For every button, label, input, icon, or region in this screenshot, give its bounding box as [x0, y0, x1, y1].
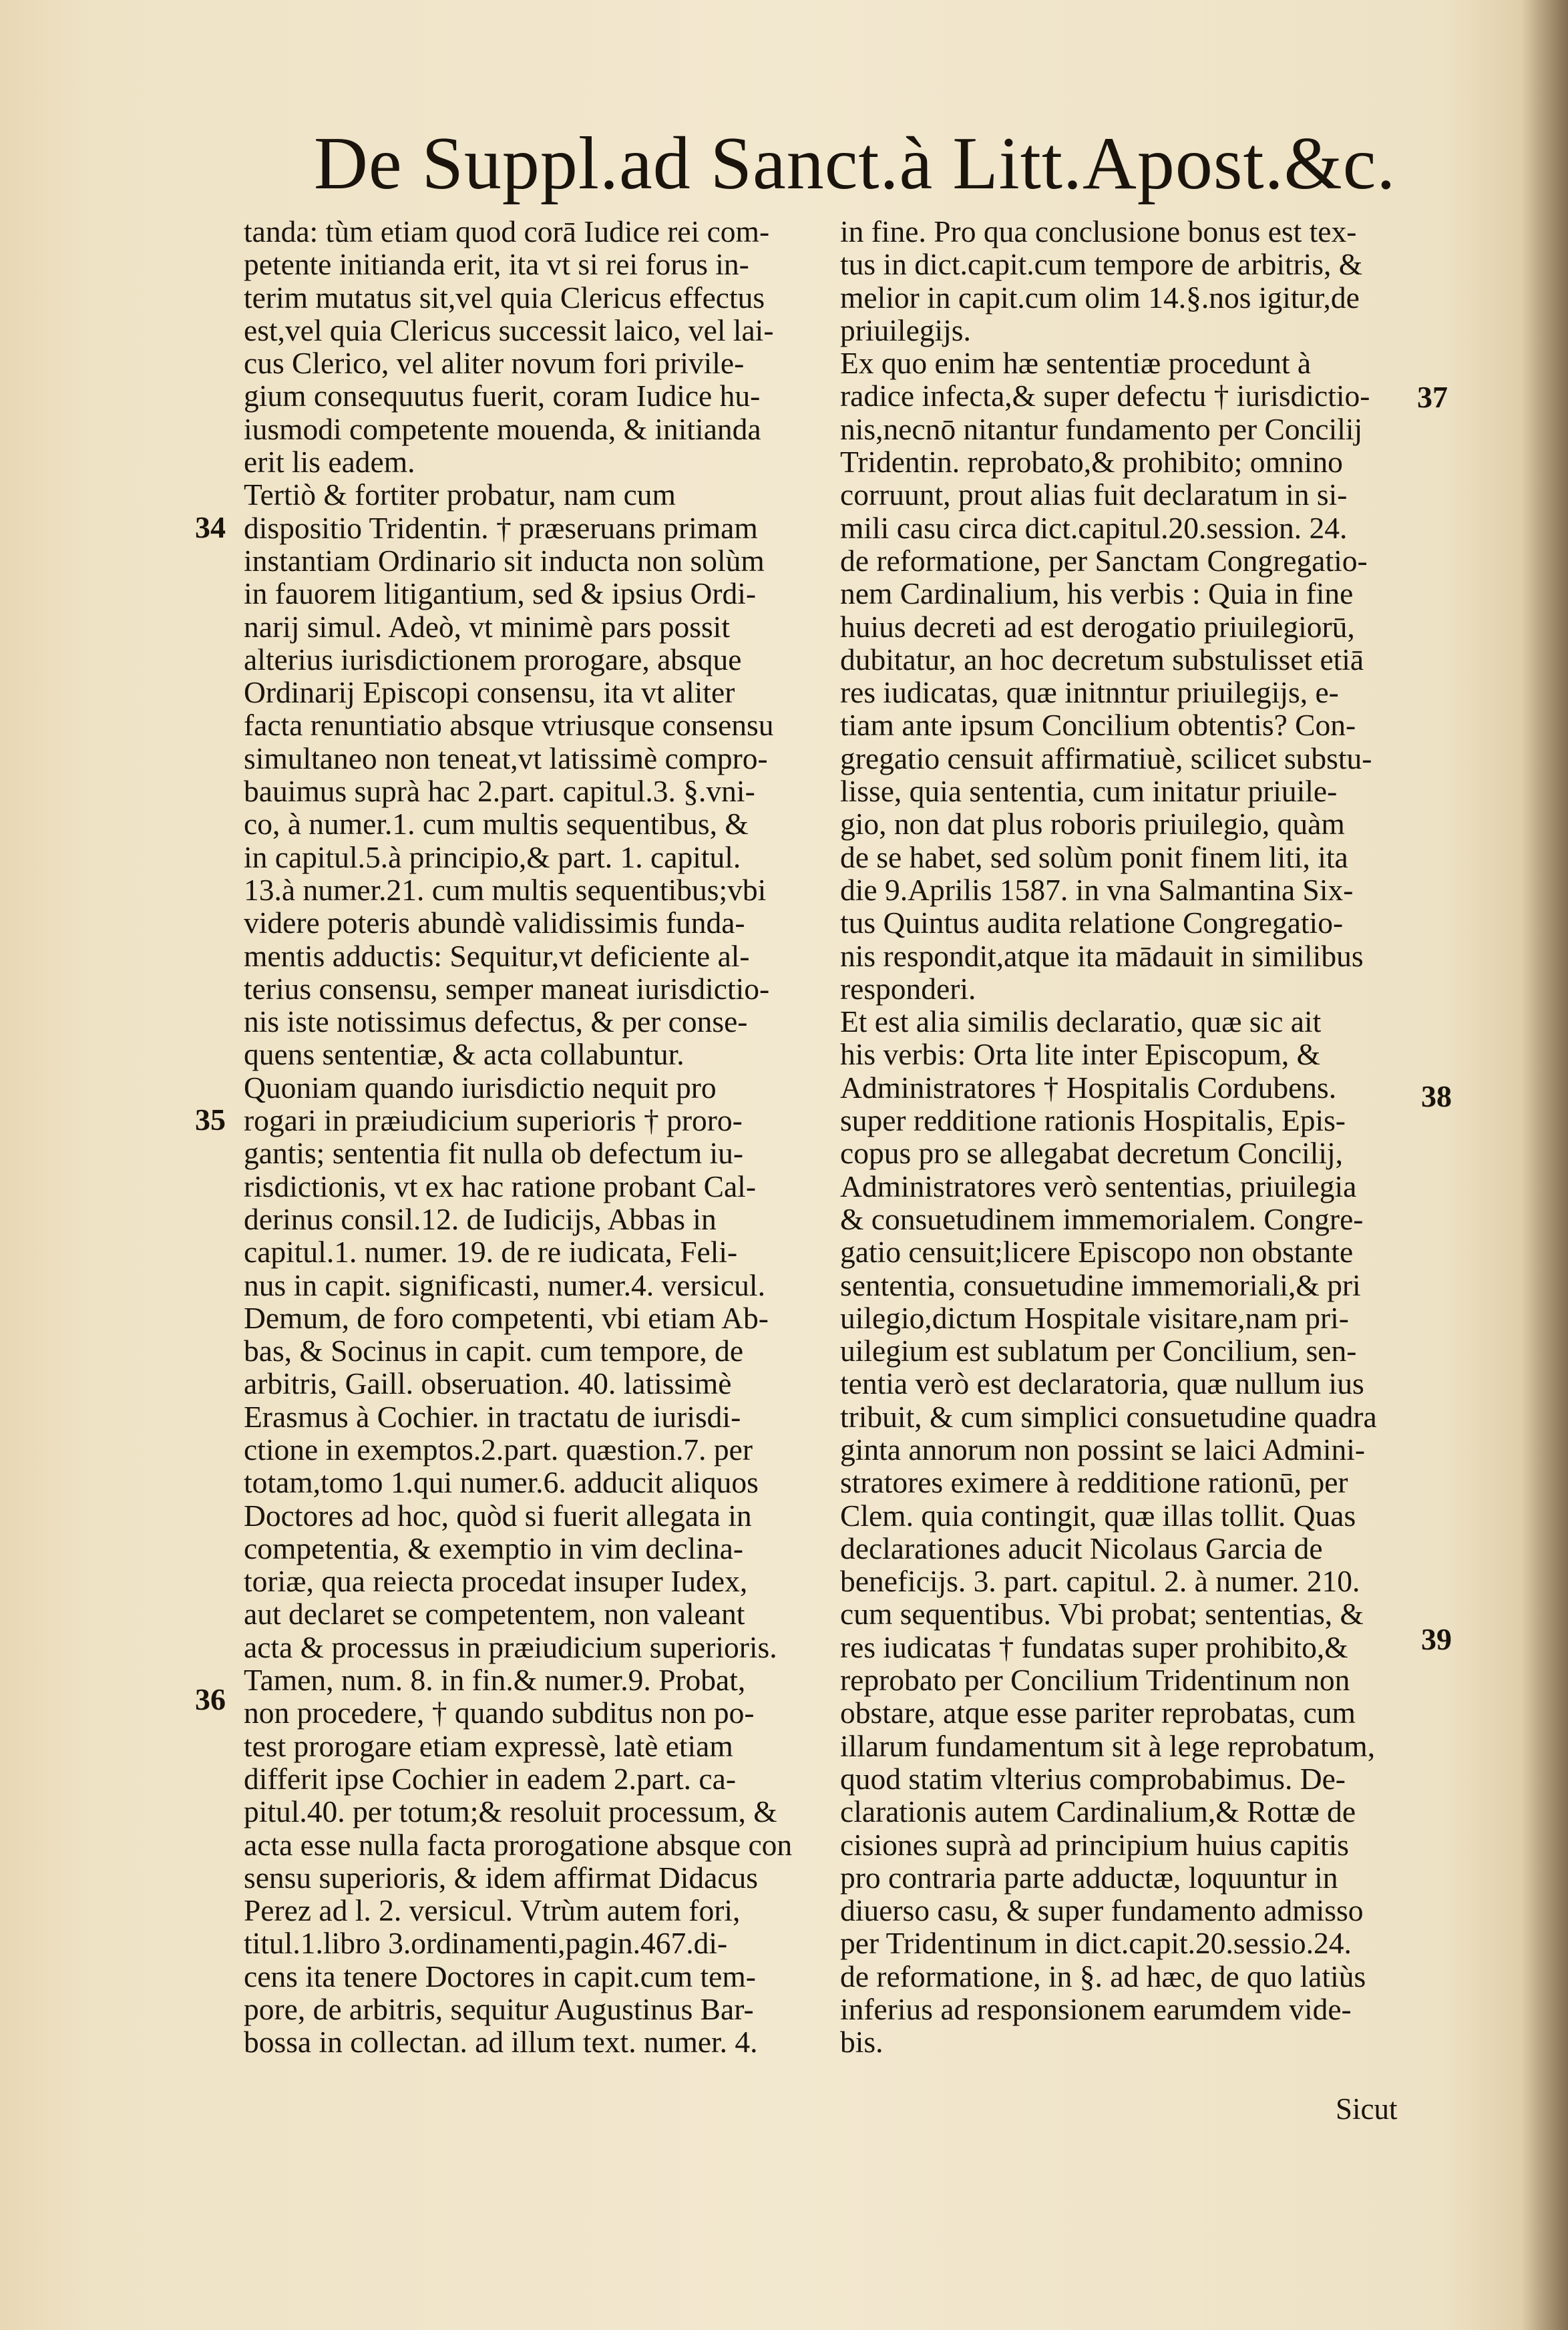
text-line: res iudicatas, quæ initnntur priuilegijs, e- — [840, 675, 1339, 710]
text-line: tiam ante ipsum Concilium obtentis? Con- — [840, 708, 1356, 743]
text-line: beneficijs. 3. part. capitul. 2. à numer. 210. — [840, 1564, 1360, 1599]
text-line: obstare, atque esse pariter reprobatas, cum — [840, 1696, 1356, 1730]
margin-number: 37 — [1417, 380, 1448, 414]
text-line: tanda: tùm etiam quod corā Iudice rei com- — [244, 214, 770, 248]
text-line: aut declaret se competentem, non valeant — [244, 1597, 745, 1631]
text-line: in capitul.5.à principio,& part. 1. capitul. — [244, 839, 741, 874]
catchword: Sicut — [1336, 2092, 1398, 2126]
text-line: bossa in collectan. ad illum text. numer. 4. — [244, 2025, 758, 2060]
page-edge-shadow — [1521, 0, 1568, 2330]
text-line: de reformatione, in §. ad hæc, de quo latiùs — [840, 1959, 1366, 1993]
text-line: sententia, consuetudine immemoriali,& pri — [840, 1268, 1361, 1302]
text-line: & consuetudinem immemorialem. Congre- — [840, 1201, 1364, 1236]
text-line: de reformatione, per Sanctam Congregatio- — [840, 543, 1368, 578]
text-line: pro contraria parte adductæ, loquuntur in — [840, 1860, 1338, 1895]
text-line: declarationes aducit Nicolaus Garcia de — [840, 1531, 1323, 1565]
text-line: petente initianda erit, ita vt si rei forus in- — [244, 247, 749, 282]
text-line: cus Clerico, vel aliter novum fori privile- — [244, 346, 745, 381]
text-line: mili casu circa dict.capitul.20.session. 24. — [840, 510, 1348, 545]
text-line: uilegium est sublatum per Concilium, sen- — [840, 1334, 1357, 1368]
text-line: co, à numer.1. cum multis sequentibus, & — [244, 807, 749, 841]
text-line: terim mutatus sit,vel quia Clericus effectus — [244, 280, 765, 315]
text-line: erit lis eadem. — [244, 445, 415, 479]
text-line: gantis; sententia fit nulla ob defectum iu- — [244, 1136, 744, 1171]
right-text-column — [840, 215, 1414, 2059]
text-line: risdictionis, vt ex hac ratione probant Cal- — [244, 1169, 756, 1203]
text-line: nis iste notissimus defectus, & per conse- — [244, 1004, 748, 1039]
text-line: in fauorem litigantium, sed & ipsius Ordi- — [244, 576, 757, 611]
text-line: dubitatur, an hoc decretum substulisset etiā — [840, 642, 1364, 676]
text-line: bis. — [840, 2025, 884, 2060]
margin-number: 38 — [1421, 1079, 1452, 1113]
text-line: Perez ad l. 2. versicul. Vtrùm autem fori, — [244, 1893, 741, 1928]
text-line: Clem. quia contingit, quæ illas tollit. Quas — [840, 1498, 1356, 1533]
text-line: lisse, quia sententia, cum initatur priuile- — [840, 774, 1338, 809]
text-line: bas, & Socinus in capit. cum tempore, de — [244, 1334, 744, 1368]
text-line: Demum, de foro competenti, vbi etiam Ab- — [244, 1300, 769, 1335]
text-line: responderi. — [840, 971, 976, 1006]
text-line: Quoniam quando iurisdictio nequit pro — [244, 1070, 717, 1105]
text-line: mentis adductis: Sequitur,vt deficiente al- — [244, 938, 750, 973]
text-line: Doctores ad hoc, quòd si fuerit allegata in — [244, 1498, 752, 1533]
text-line: pitul.40. per totum;& resoluit processum, & — [244, 1794, 777, 1829]
text-line: Administratores † Hospitalis Cordubens. — [840, 1070, 1337, 1105]
text-line: videre poteris abundè validissimis funda- — [244, 906, 745, 940]
text-line: dispositio Tridentin. † præseruans primam — [244, 510, 758, 545]
text-line: tribuit, & cum simplici consuetudine quadra — [840, 1399, 1377, 1434]
text-line: iusmodi competente mouenda, & initianda — [244, 411, 761, 446]
margin-number: 36 — [195, 1682, 226, 1716]
text-line: derinus consil.12. de Iudicijs, Abbas in — [244, 1201, 717, 1236]
text-line: diuerso casu, & super fundamento admisso — [840, 1893, 1364, 1928]
text-line: tus Quintus audita relatione Congregatio- — [840, 906, 1344, 940]
text-line: melior in capit.cum olim 14.§.nos igitur,de — [840, 280, 1360, 315]
margin-number: 35 — [195, 1103, 226, 1137]
text-line: die 9.Aprilis 1587. in vna Salmantina Six- — [840, 872, 1354, 907]
text-line: his verbis: Orta lite inter Episcopum, & — [840, 1037, 1321, 1072]
text-line: nis,necnō nitantur fundamento per Concilij — [840, 411, 1363, 446]
text-line: cens ita tenere Doctores in capit.cum tem- — [244, 1959, 756, 1993]
text-line: simultaneo non teneat,vt latissimè compro- — [244, 741, 768, 775]
text-line: quod statim vlterius comprobabimus. De- — [840, 1761, 1346, 1796]
text-line: de se habet, sed solùm ponit finem liti, ita — [840, 839, 1348, 874]
text-line: terius consensu, semper maneat iurisdictio- — [244, 971, 770, 1006]
text-line: pore, de arbitris, sequitur Augustinus Bar- — [244, 1992, 754, 2027]
text-line: huius decreti ad est derogatio priuilegiorū, — [840, 609, 1355, 644]
text-line: gatio censuit;licere Episcopo non obstante — [840, 1235, 1354, 1270]
text-line: differit ipse Cochier in eadem 2.part. ca- — [244, 1761, 736, 1796]
text-line: alterius iurisdictionem prorogare, absque — [244, 642, 742, 676]
text-line: gio, non dat plus roboris priuilegio, quàm — [840, 807, 1345, 841]
margin-number: 39 — [1421, 1622, 1452, 1656]
text-line: Erasmus à Cochier. in tractatu de iurisdi- — [244, 1399, 741, 1434]
text-line: Et est alia similis declaratio, quæ sic ait — [840, 1004, 1322, 1039]
text-line: illarum fundamentum sit à lege reprobatum, — [840, 1728, 1376, 1763]
text-line: nis respondit,atque ita mādauit in similibus — [840, 938, 1364, 973]
text-line: ginta annorum non possint se laici Admini- — [840, 1432, 1366, 1467]
text-line: 13.à numer.21. cum multis sequentibus;vbi — [244, 872, 767, 907]
text-line: gregatio censuit affirmatiuè, scilicet substu- — [840, 741, 1372, 775]
text-line: toriæ, qua reiecta procedat insuper Iudex, — [244, 1564, 748, 1599]
text-line: acta & processus in præiudicium superioris. — [244, 1629, 777, 1664]
text-line: radice infecta,& super defectu † iurisdictio- — [840, 379, 1370, 413]
text-line: arbitris, Gaill. obseruation. 40. latissimè — [244, 1366, 732, 1401]
text-line: Ex quo enim hæ sententiæ procedunt à — [840, 346, 1312, 381]
text-line: uilegio,dictum Hospitale visitare,nam pri- — [840, 1300, 1349, 1335]
text-line: copus pro se allegabat decretum Concilij, — [840, 1136, 1344, 1171]
margin-number: 34 — [195, 510, 226, 544]
text-line: priuilegijs. — [840, 313, 971, 347]
text-line: facta renuntiatio absque vtriusque consensu — [244, 708, 774, 743]
text-line: nus in capit. significasti, numer.4. versicul. — [244, 1268, 765, 1302]
text-line: non procedere, † quando subditus non po- — [244, 1696, 755, 1730]
text-line: competentia, & exemptio in vim declina- — [244, 1531, 743, 1565]
text-line: in fine. Pro qua conclusione bonus est tex- — [840, 214, 1357, 248]
text-line: Tertiò & fortiter probatur, nam cum — [244, 477, 676, 512]
text-line: titul.1.libro 3.ordinamenti,pagin.467.di- — [244, 1926, 728, 1961]
text-line: tus in dict.capit.cum tempore de arbitris, & — [840, 247, 1363, 282]
text-line: Tridentin. reprobato,& prohibito; omnino — [840, 445, 1343, 479]
left-text-column — [244, 215, 818, 2059]
text-line: tentia verò est declaratoria, quæ nullum ius — [840, 1366, 1364, 1401]
text-line: sensu superioris, & idem affirmat Didacus — [244, 1860, 758, 1895]
text-line: super redditione rationis Hospitalis, Epis- — [840, 1103, 1346, 1138]
text-line: totam,tomo 1.qui numer.6. adducit aliquos — [244, 1465, 759, 1500]
text-line: per Tridentinum in dict.capit.20.sessio.24. — [840, 1926, 1352, 1961]
text-line: clarationis autem Cardinalium,& Rottæ de — [840, 1794, 1356, 1829]
text-line: acta esse nulla facta prorogatione absque con — [244, 1827, 793, 1862]
text-line: capitul.1. numer. 19. de re iudicata, Feli- — [244, 1235, 738, 1270]
text-line: bauimus suprà hac 2.part. capitul.3. §.vni- — [244, 774, 755, 809]
text-line: est,vel quia Clericus successit laico, vel lai- — [244, 313, 774, 347]
text-line: test prorogare etiam expressè, latè etiam — [244, 1728, 733, 1763]
text-line: rogari in præiudicium superioris † proro- — [244, 1103, 743, 1138]
text-line: nem Cardinalium, his verbis : Quia in fine — [840, 576, 1354, 611]
text-line: inferius ad responsionem earumdem vide- — [840, 1992, 1352, 2027]
text-line: corruunt, prout alias fuit declaratum in si- — [840, 477, 1348, 512]
text-line: instantiam Ordinario sit inducta non solùm — [244, 543, 765, 578]
text-line: gium consequutus fuerit, coram Iudice hu- — [244, 379, 761, 413]
text-line: Ordinarij Episcopi consensu, ita vt aliter — [244, 675, 735, 710]
running-header: De Suppl.ad Sanct.à Litt.Apost.&c. — [314, 122, 1396, 205]
text-line: cisiones suprà ad principium huius capitis — [840, 1827, 1349, 1862]
text-line: narij simul. Adeò, vt minimè pars possit — [244, 609, 730, 644]
text-line: ctione in exemptos.2.part. quæstion.7. per — [244, 1432, 753, 1467]
text-line: res iudicatas † fundatas super prohibito,& — [840, 1629, 1348, 1664]
text-line: stratores eximere à redditione rationū, per — [840, 1465, 1348, 1500]
text-line: Administratores verò sententias, priuilegia — [840, 1169, 1357, 1203]
text-line: reprobato per Concilium Tridentinum non — [840, 1663, 1350, 1698]
text-line: quens sententiæ, & acta collabuntur. — [244, 1037, 684, 1072]
text-line: Tamen, num. 8. in fin.& numer.9. Probat, — [244, 1663, 746, 1698]
text-line: cum sequentibus. Vbi probat; sententias, & — [840, 1597, 1364, 1631]
